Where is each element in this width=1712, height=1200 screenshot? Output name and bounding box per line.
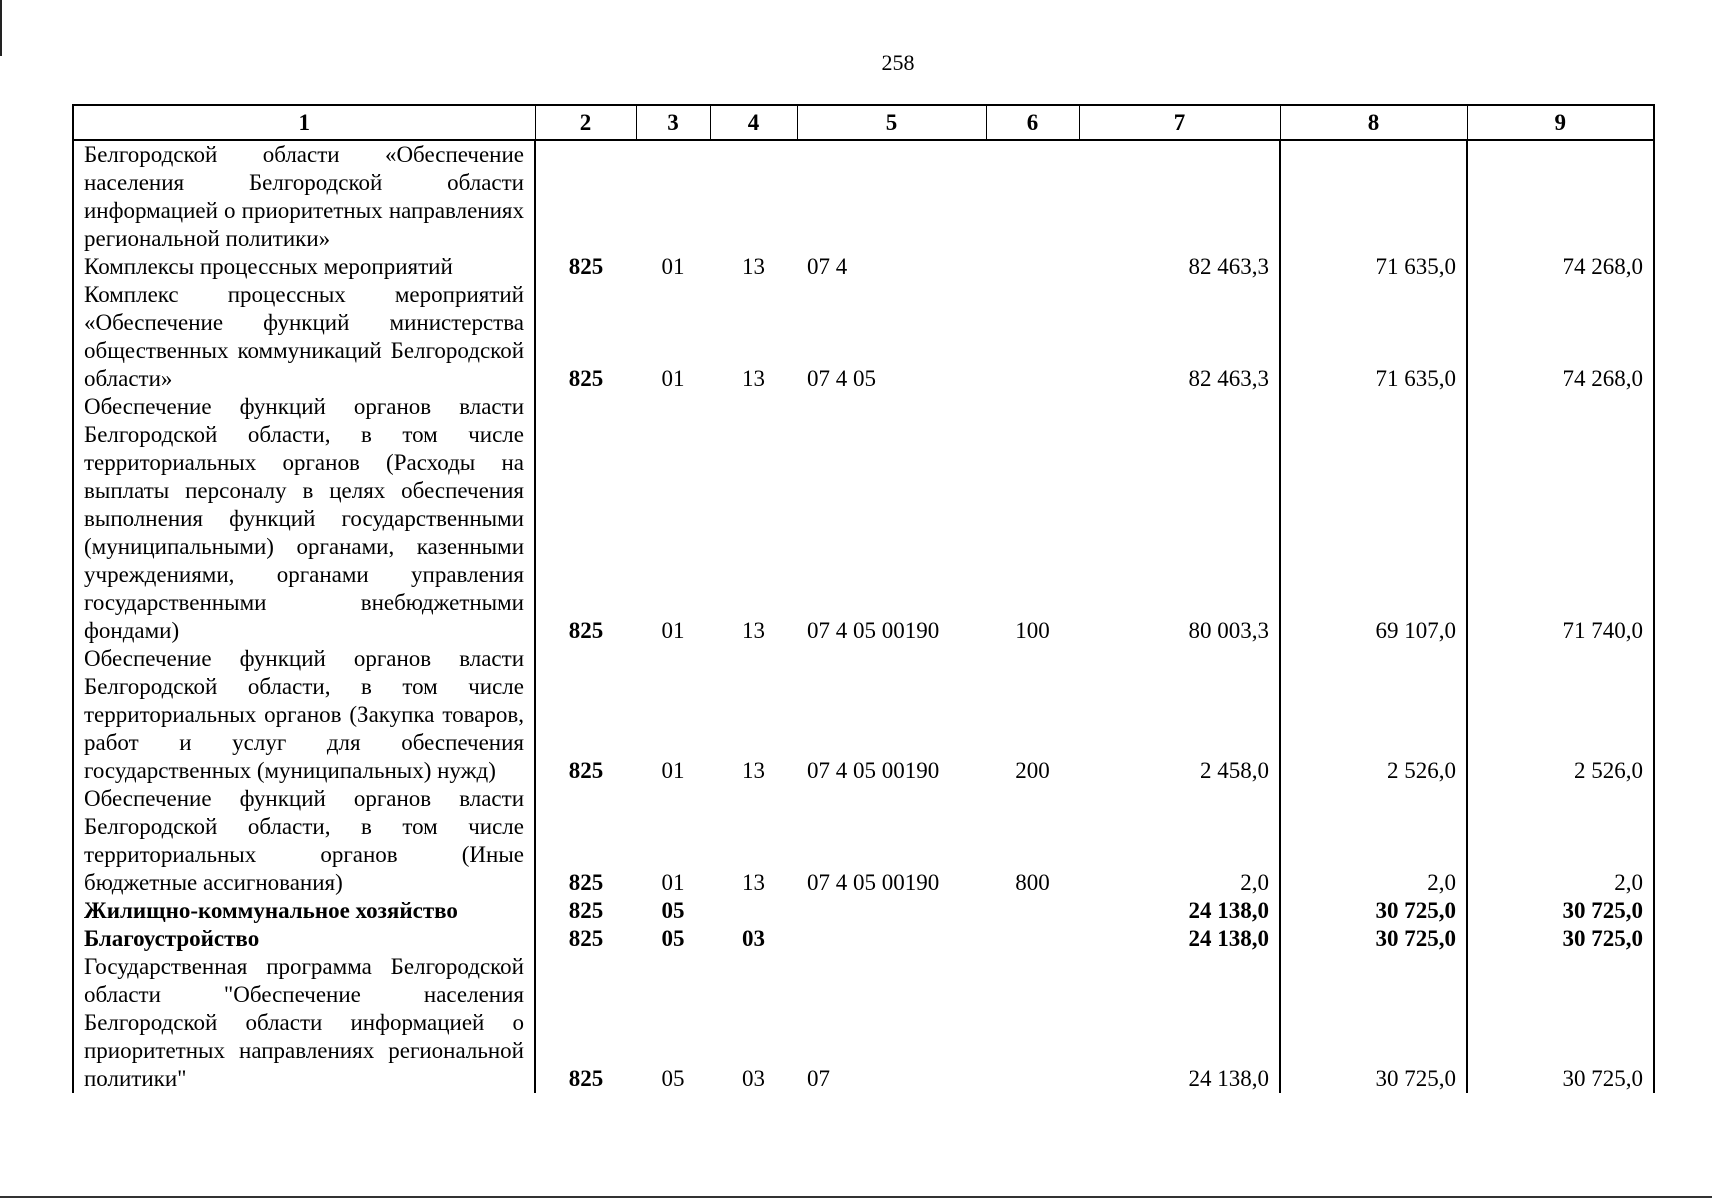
cell-col-7: 80 003,3: [1188, 618, 1269, 643]
cell-col-4: 13: [742, 618, 765, 643]
cell-col-9: 74 268,0: [1467, 253, 1654, 281]
cell-col-3: 05: [661, 898, 685, 923]
row-description: Белгородской области «Обеспечение населения Белгородской области информацией о приоритетных направлениях региональной политики»: [73, 140, 535, 253]
header-col-7: 7: [1079, 105, 1280, 140]
header-col-3: 3: [636, 105, 710, 140]
cell-col-7: 24 138,0: [1188, 926, 1269, 951]
table-row: [73, 925, 1654, 953]
cell-col-3: 01: [661, 254, 685, 279]
header-col-2: 2: [535, 105, 636, 140]
cell-col-9: 74 268,0: [1467, 281, 1654, 393]
cell-col-8: 30 725,0: [1280, 925, 1467, 953]
cell-col-9: 2 526,0: [1467, 645, 1654, 785]
cell-col-4: [710, 140, 797, 253]
cell-col-6: 800: [1015, 870, 1050, 895]
cell-col-9: 71 740,0: [1467, 393, 1654, 645]
cell-col-7: 2,0: [1240, 870, 1269, 895]
row-description: Комплекс процессных мероприятий «Обеспечение функций министерства общественных коммуникаций Белгородской области»: [73, 281, 535, 393]
cell-col-8: 71 635,0: [1280, 281, 1467, 393]
cell-col-2: 825: [535, 253, 636, 281]
cell-col-3: 05: [661, 1066, 685, 1091]
cell-col-4: 13: [742, 254, 765, 279]
cell-col-2: 825: [535, 925, 636, 953]
cell-col-6: [986, 140, 1079, 253]
cell-col-9: 2,0: [1467, 785, 1654, 897]
cell-col-4: [710, 897, 797, 925]
cell-col-7: 24 138,0: [1188, 1066, 1269, 1091]
header-col-8: 8: [1280, 105, 1467, 140]
header-col-1: 1: [73, 105, 535, 140]
cell-col-5: 07 4 05 00190: [807, 618, 940, 643]
cell-col-8: [1280, 140, 1467, 253]
table-row: [73, 785, 1654, 897]
cell-col-5: [797, 925, 986, 953]
cell-col-2: 825: [535, 393, 636, 645]
cell-col-4: 13: [742, 366, 765, 391]
cell-col-7: 2 458,0: [1200, 758, 1269, 783]
cell-col-5: [797, 897, 986, 925]
cell-col-6: [986, 253, 1079, 281]
cell-col-8: 2,0: [1280, 785, 1467, 897]
cell-col-6: [986, 925, 1079, 953]
cell-col-6: [986, 953, 1079, 1093]
cell-col-8: 69 107,0: [1280, 393, 1467, 645]
cell-col-9: [1467, 140, 1654, 253]
cell-col-5: 07 4 05 00190: [807, 758, 940, 783]
cell-col-5: 07 4 05 00190: [807, 870, 940, 895]
cell-col-2: 825: [535, 953, 636, 1093]
cell-col-4: 13: [742, 758, 765, 783]
cell-col-5: [797, 140, 986, 253]
cell-col-6: [986, 281, 1079, 393]
cell-col-6: 100: [1015, 618, 1050, 643]
cell-col-3: 01: [661, 758, 685, 783]
table-row: [73, 281, 1654, 393]
cell-col-5: 07: [807, 1066, 830, 1091]
cell-col-4: 13: [742, 870, 765, 895]
table-header: [73, 105, 1654, 140]
scan-edge-left: [0, 0, 2, 56]
row-description: Благоустройство: [73, 925, 535, 953]
budget-table: [72, 104, 1655, 1093]
cell-col-7: 82 463,3: [1188, 254, 1269, 279]
cell-col-5: 07 4 05: [807, 366, 876, 391]
cell-col-4: 03: [742, 926, 765, 951]
row-description: Жилищно-коммунальное хозяйство: [73, 897, 535, 925]
header-col-9: 9: [1467, 105, 1654, 140]
row-description: Государственная программа Белгородской области "Обеспечение населения Белгородской области информацией о приоритетных направлениях региональной политики": [73, 953, 535, 1093]
table-row: [73, 953, 1654, 1093]
cell-col-5: 07 4: [807, 254, 848, 279]
cell-col-7: 24 138,0: [1188, 898, 1269, 923]
table-row: [73, 645, 1654, 785]
cell-col-6: [986, 897, 1079, 925]
row-description: Комплексы процессных мероприятий: [73, 253, 535, 281]
cell-col-2: [535, 140, 636, 253]
header-col-4: 4: [710, 105, 797, 140]
header-col-5: 5: [797, 105, 986, 140]
table-row: [73, 393, 1654, 645]
header-row: [73, 105, 1654, 140]
cell-col-3: 01: [661, 870, 685, 895]
cell-col-3: 01: [661, 618, 685, 643]
cell-col-8: 2 526,0: [1280, 645, 1467, 785]
cell-col-9: 30 725,0: [1467, 953, 1654, 1093]
cell-col-3: [636, 140, 710, 253]
scan-edge-bottom: [0, 1196, 1712, 1198]
table-body: [73, 140, 1654, 1093]
cell-col-9: 30 725,0: [1467, 925, 1654, 953]
cell-col-2: 825: [535, 281, 636, 393]
cell-col-8: 71 635,0: [1280, 253, 1467, 281]
cell-col-3: 01: [661, 366, 685, 391]
page-number: 258: [881, 50, 915, 75]
cell-col-8: 30 725,0: [1280, 953, 1467, 1093]
cell-col-2: 825: [535, 897, 636, 925]
cell-col-7: [1079, 140, 1280, 253]
cell-col-9: 30 725,0: [1467, 897, 1654, 925]
table-row: [73, 140, 1654, 253]
row-description: Обеспечение функций органов власти Белгородской области, в том числе территориальных органов (Закупка товаров, работ и услуг для обеспечения государственных (муниципальных) нужд): [73, 645, 535, 785]
table-row: [73, 897, 1654, 925]
cell-col-7: 82 463,3: [1188, 366, 1269, 391]
cell-col-2: 825: [535, 645, 636, 785]
table-row: [73, 253, 1654, 281]
row-description: Обеспечение функций органов власти Белгородской области, в том числе территориальных органов (Расходы на выплаты персоналу в целях обеспечения выполнения функций государственными (муниципальными) органами, казенными учреждениями, органами управления государственными внебюджетными фондами): [73, 393, 535, 645]
cell-col-4: 03: [742, 1066, 765, 1091]
header-col-6: 6: [986, 105, 1079, 140]
cell-col-6: 200: [1015, 758, 1050, 783]
row-description: Обеспечение функций органов власти Белгородской области, в том числе территориальных органов (Иные бюджетные ассигнования): [73, 785, 535, 897]
cell-col-3: 05: [661, 926, 685, 951]
cell-col-8: 30 725,0: [1280, 897, 1467, 925]
cell-col-2: 825: [535, 785, 636, 897]
